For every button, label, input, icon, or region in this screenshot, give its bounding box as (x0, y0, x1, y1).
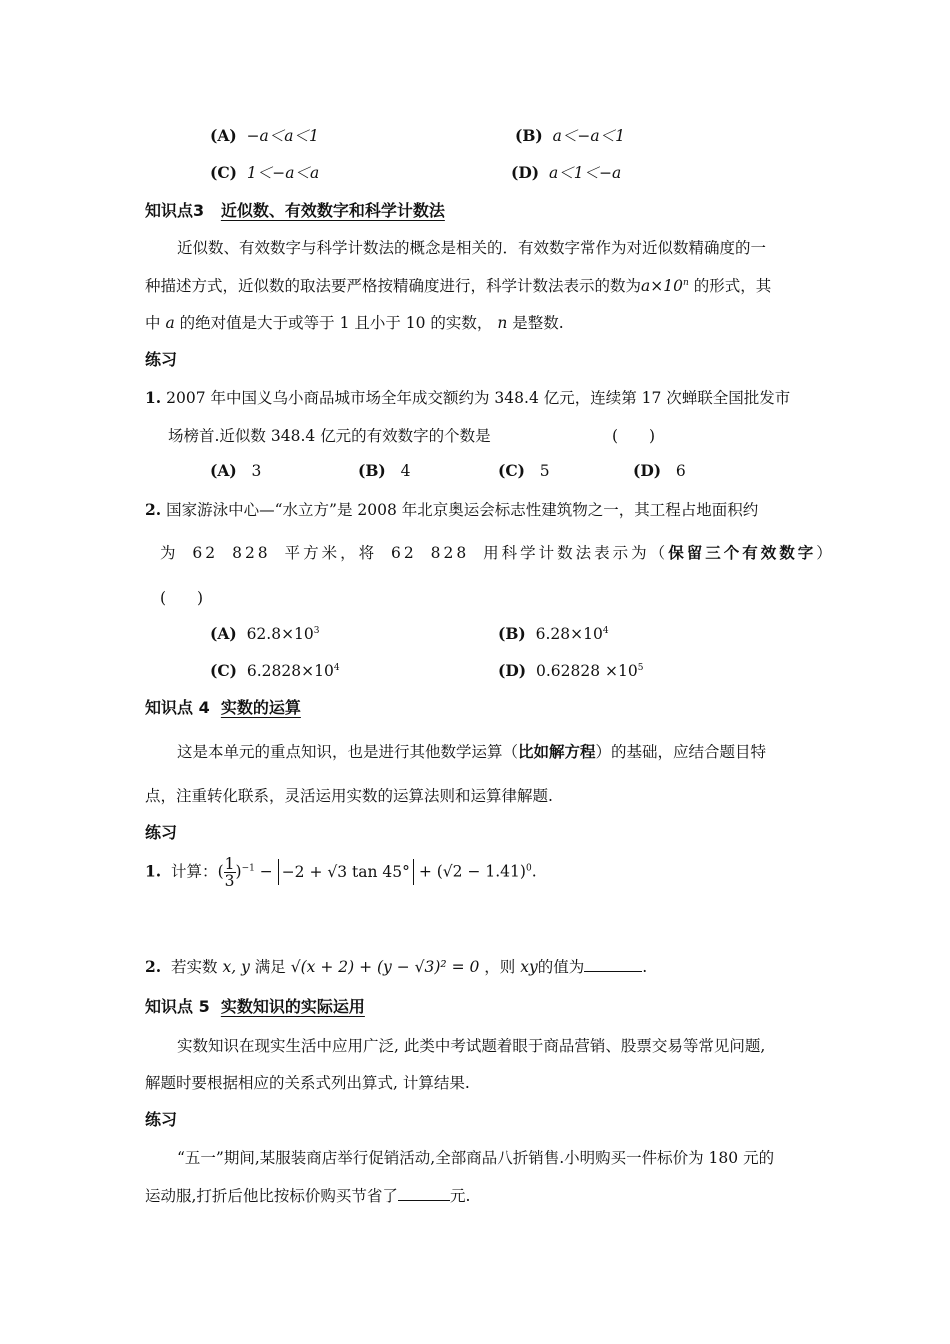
absolute-value: −2 + √3 tan 45° (278, 859, 414, 885)
ex3-2-line2: 为 62 828 平方米，将 62 828 用科学计数法表示为（保留三个有效数字） (160, 544, 835, 562)
kp5-heading: 知识点 5 实数知识的实际运用 (145, 997, 365, 1016)
ex3-2-option-a: (A) $62.8\times 10^3$ (210, 624, 320, 643)
kp3-para-line1: 近似数、有效数字与科学计数法的概念是相关的．有效数字常作为对近似数精确度的一 (177, 239, 767, 257)
kp3-para-line2: 种描述方式，近似数的取法要严格按精确度进行，科学计数法表示的数为$a\times 10^n$ 的形式，其 (145, 277, 772, 295)
answer-blank (584, 971, 642, 972)
ex4-2-formula: √(x + 2) + (y − √3)² = 0 (290, 958, 480, 976)
ex3-2-line1: 2. 国家游泳中心—“水立方”是 2008 年北京奥运会标志性建筑物之一，其工程占地面积约 (145, 500, 759, 519)
kp3-para-line3: 中 a 的绝对值是大于或等于 1 且小于 10 的实数， n 是整数. (145, 314, 564, 332)
kp4-heading: 知识点 4 实数的运算 (145, 698, 301, 717)
ex3-1-option-b: (B) 4 (358, 461, 411, 480)
ex3-2-option-c: (C) $6.2828\times 10^4$ (210, 661, 340, 680)
option-c: (C) 1＜−a＜a (210, 163, 320, 182)
kp4-para-line1: 这是本单元的重点知识，也是进行其他数学运算（比如解方程）的基础，应结合题目特 (177, 743, 767, 761)
ex3-1-answer-paren: ( ) (612, 427, 656, 445)
kp4-title: 实数的运算 (220, 698, 301, 717)
kp5-para-line2: 解题时要根据相应的关系式列出算式, 计算结果. (145, 1074, 470, 1092)
practice-heading-5: 练习 (145, 1110, 178, 1129)
ex3-1-line2: 场榜首.近似数 348.4 亿元的有效数字的个数是 (168, 427, 491, 445)
option-a-text: −a＜a＜1 (246, 127, 319, 145)
kp4-para-line2: 点，注重转化联系，灵活运用实数的运算法则和运算律解题. (145, 787, 553, 805)
kp5-title: 实数知识的实际运用 (220, 997, 365, 1016)
ex3-2-option-b: (B) $6.28\times 10^4$ (498, 624, 609, 643)
practice-heading-4: 练习 (145, 823, 178, 842)
ex3-2-answer-paren: ( ) (160, 589, 204, 607)
ex3-1-option-d: (D) 6 (633, 461, 686, 480)
option-b-text: a＜−a＜1 (552, 127, 625, 145)
option-b: (B) a＜−a＜1 (515, 126, 625, 145)
ex4-2-line: 2. 若实数 x, y 满足 √(x + 2) + (y − √3)² = 0 ，则 xy的值为 . (145, 957, 648, 976)
kp5-para-line1: 实数知识在现实生活中应用广泛, 此类中考试题着眼于商品营销、股票交易等常见问题, (177, 1037, 766, 1055)
ex3-1-line1: 1. 2007 年中国义乌小商品城市场全年成交额约为 348.4 亿元，连续第 17 次蝉联全国批发市 (145, 388, 791, 407)
fraction: $\frac{1}{3}$ (224, 855, 235, 890)
ex5-line1: “五一”期间,某服装商店举行促销活动,全部商品八折销售.小明购买一件标价为 180 元的 (177, 1149, 775, 1167)
practice-heading-3: 练习 (145, 350, 178, 369)
ex3-1-option-a: (A) 3 (210, 461, 262, 480)
kp3-heading: 知识点3 近似数、有效数字和科学计数法 (145, 201, 445, 220)
answer-blank (398, 1200, 450, 1201)
ex5-line2: 运动服,打折后他比按标价购买节省了 元. (145, 1187, 471, 1205)
option-d: (D) a＜1＜−a (511, 163, 622, 182)
ex3-1-option-c: (C) 5 (498, 461, 550, 480)
ex4-1-expression: 1. 计算：( $\frac{1}{3}$ )$^{-1}$ − −2 + √3 $\tan 45^\circ + (√2 - 1.41)^0$. (145, 855, 537, 890)
kp3-title: 近似数、有效数字和科学计数法 (220, 201, 445, 220)
option-c-text: 1＜−a＜a (246, 164, 320, 182)
option-a: (A) −a＜a＜1 (210, 126, 319, 145)
ex3-2-option-d: (D) $0.62828 \times 10^5$ (498, 661, 644, 680)
option-d-text: a＜1＜−a (548, 164, 622, 182)
